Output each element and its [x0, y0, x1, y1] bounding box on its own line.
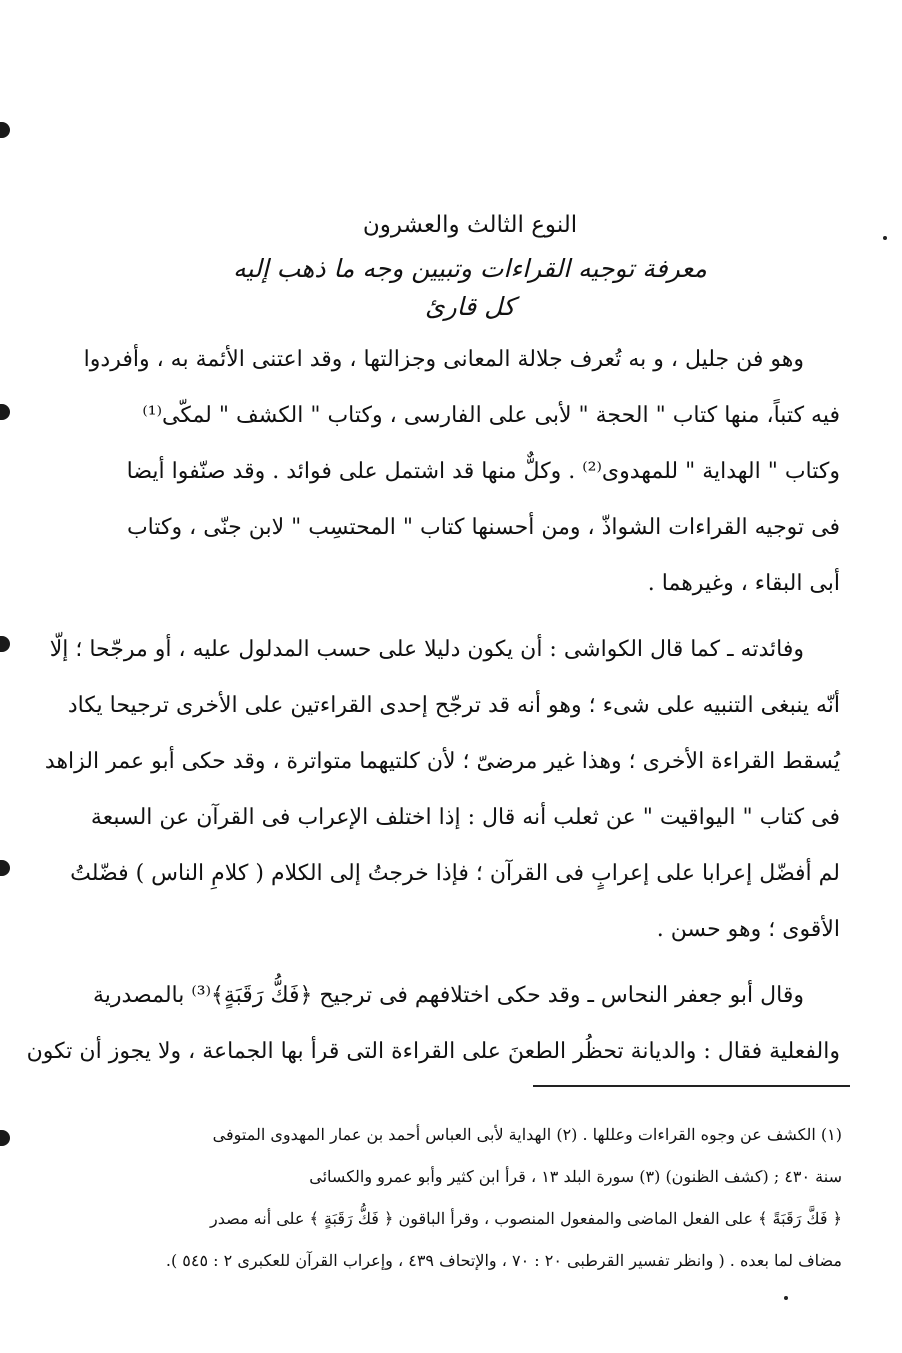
paragraph — [44, 622, 840, 958]
text-line: يُسقط القراءة الأخرى ؛ وهذا غير مرضىّ ؛ لأن كلتيهما متواترة ، وقد حكى أبو عمر الزاهد — [44, 749, 840, 774]
binding-mark — [0, 860, 10, 876]
paragraph — [26, 968, 840, 1080]
binding-mark — [0, 636, 10, 652]
text-line: والفعلية فقال : والديانة تحظُر الطعنَ على القراءة التى قرأ بها الجماعة ، ولا يجوز أن تكون — [26, 1039, 840, 1064]
text-line: وكتاب " الهداية " للمهدوى⁽²⁾ . وكلٌّ منها قد اشتمل على فوائد . وقد صنّفوا أيضا — [126, 459, 840, 484]
footnote-line: (١) الكشف عن وجوه القراءات وعللها . (٢) الهداية لأبى العباس أحمد بن عمار المهدوى المتوفى — [212, 1125, 842, 1144]
text-line: لم أفضّل إعرابا على إعرابٍ فى القرآن ؛ فإذا خرجتُ إلى الكلام ( كلامِ الناس ) فضّلتُ — [70, 861, 840, 886]
binding-mark — [0, 404, 10, 420]
footnote-line: سنة ٤٣٠ ; (كشف الظنون) (٣) سورة البلد ١٣ ، قرأ ابن كثير وأبو عمرو والكسائى — [309, 1167, 842, 1186]
text-line: وفائدته ـ كما قال الكواشى : أن يكون دليلا على حسب المدلول عليه ، أو مرجّحا ؛ إلّا — [49, 637, 804, 662]
chapter-title-heading: معرفة توجيه القراءات وتبيين وجه ما ذهب إليه كل قارئ — [233, 254, 707, 321]
text-line: فى كتاب " اليواقيت " عن ثعلب أنه قال : إذا اختلف الإعراب فى القرآن عن السبعة — [90, 805, 840, 830]
text-line: وقال أبو جعفر النحاس ـ وقد حكى اختلافهم فى ترجيح ﴿فَكُّ رَقَبَةٍ﴾⁽³⁾ بالمصدرية — [92, 983, 804, 1008]
main-text — [26, 332, 840, 1080]
binding-mark — [0, 1130, 10, 1146]
text-line: أبى البقاء ، وغيرهما . — [647, 571, 840, 596]
footnote-line: مضاف لما بعده . ( وانظر تفسير القرطبى ٢٠ : ٧٠ ، والإتحاف ٤٣٩ ، وإعراب القرآن للعكبرى ٢ : ٥٤٥ ). — [165, 1251, 842, 1270]
text-line: الأقوى ؛ وهو حسن . — [656, 917, 840, 942]
footnotes — [118, 1114, 842, 1282]
chapter-number-heading: النوع الثالث والعشرون — [362, 212, 578, 238]
footnote-line: ﴿ فَكَّ رَقَبَةً ﴾ على الفعل الماضى والمفعول المنصوب ، وقرأ الباقون ﴿ فَكُّ رَقَبَةٍ ﴾ على أنه مصدر — [210, 1209, 842, 1228]
text-line: فى توجيه القراءات الشواذّ ، ومن أحسنها كتاب " المحتسِب " لابن جنّى ، وكتاب — [126, 515, 840, 540]
text-line: فيه كتباً، منها كتاب " الحجة " لأبى على الفارسى ، وكتاب " الكشف " لمكّى⁽¹⁾ — [142, 403, 840, 428]
paragraph — [83, 332, 840, 612]
text-line: أنّه ينبغى التنبيه على شىء ؛ وهو أنه قد ترجّح إحدى القراءتين على الأخرى ترجيحا يكاد — [67, 693, 840, 718]
binding-mark — [0, 122, 10, 138]
text-line: وهو فن جليل ، و به تُعرف جلالة المعانى وجزالتها ، وقد اعتنى الأئمة به ، وأفردوا — [83, 347, 804, 372]
margin-dot — [784, 1296, 788, 1300]
margin-dot — [883, 236, 887, 240]
footnote-divider — [533, 1085, 850, 1087]
